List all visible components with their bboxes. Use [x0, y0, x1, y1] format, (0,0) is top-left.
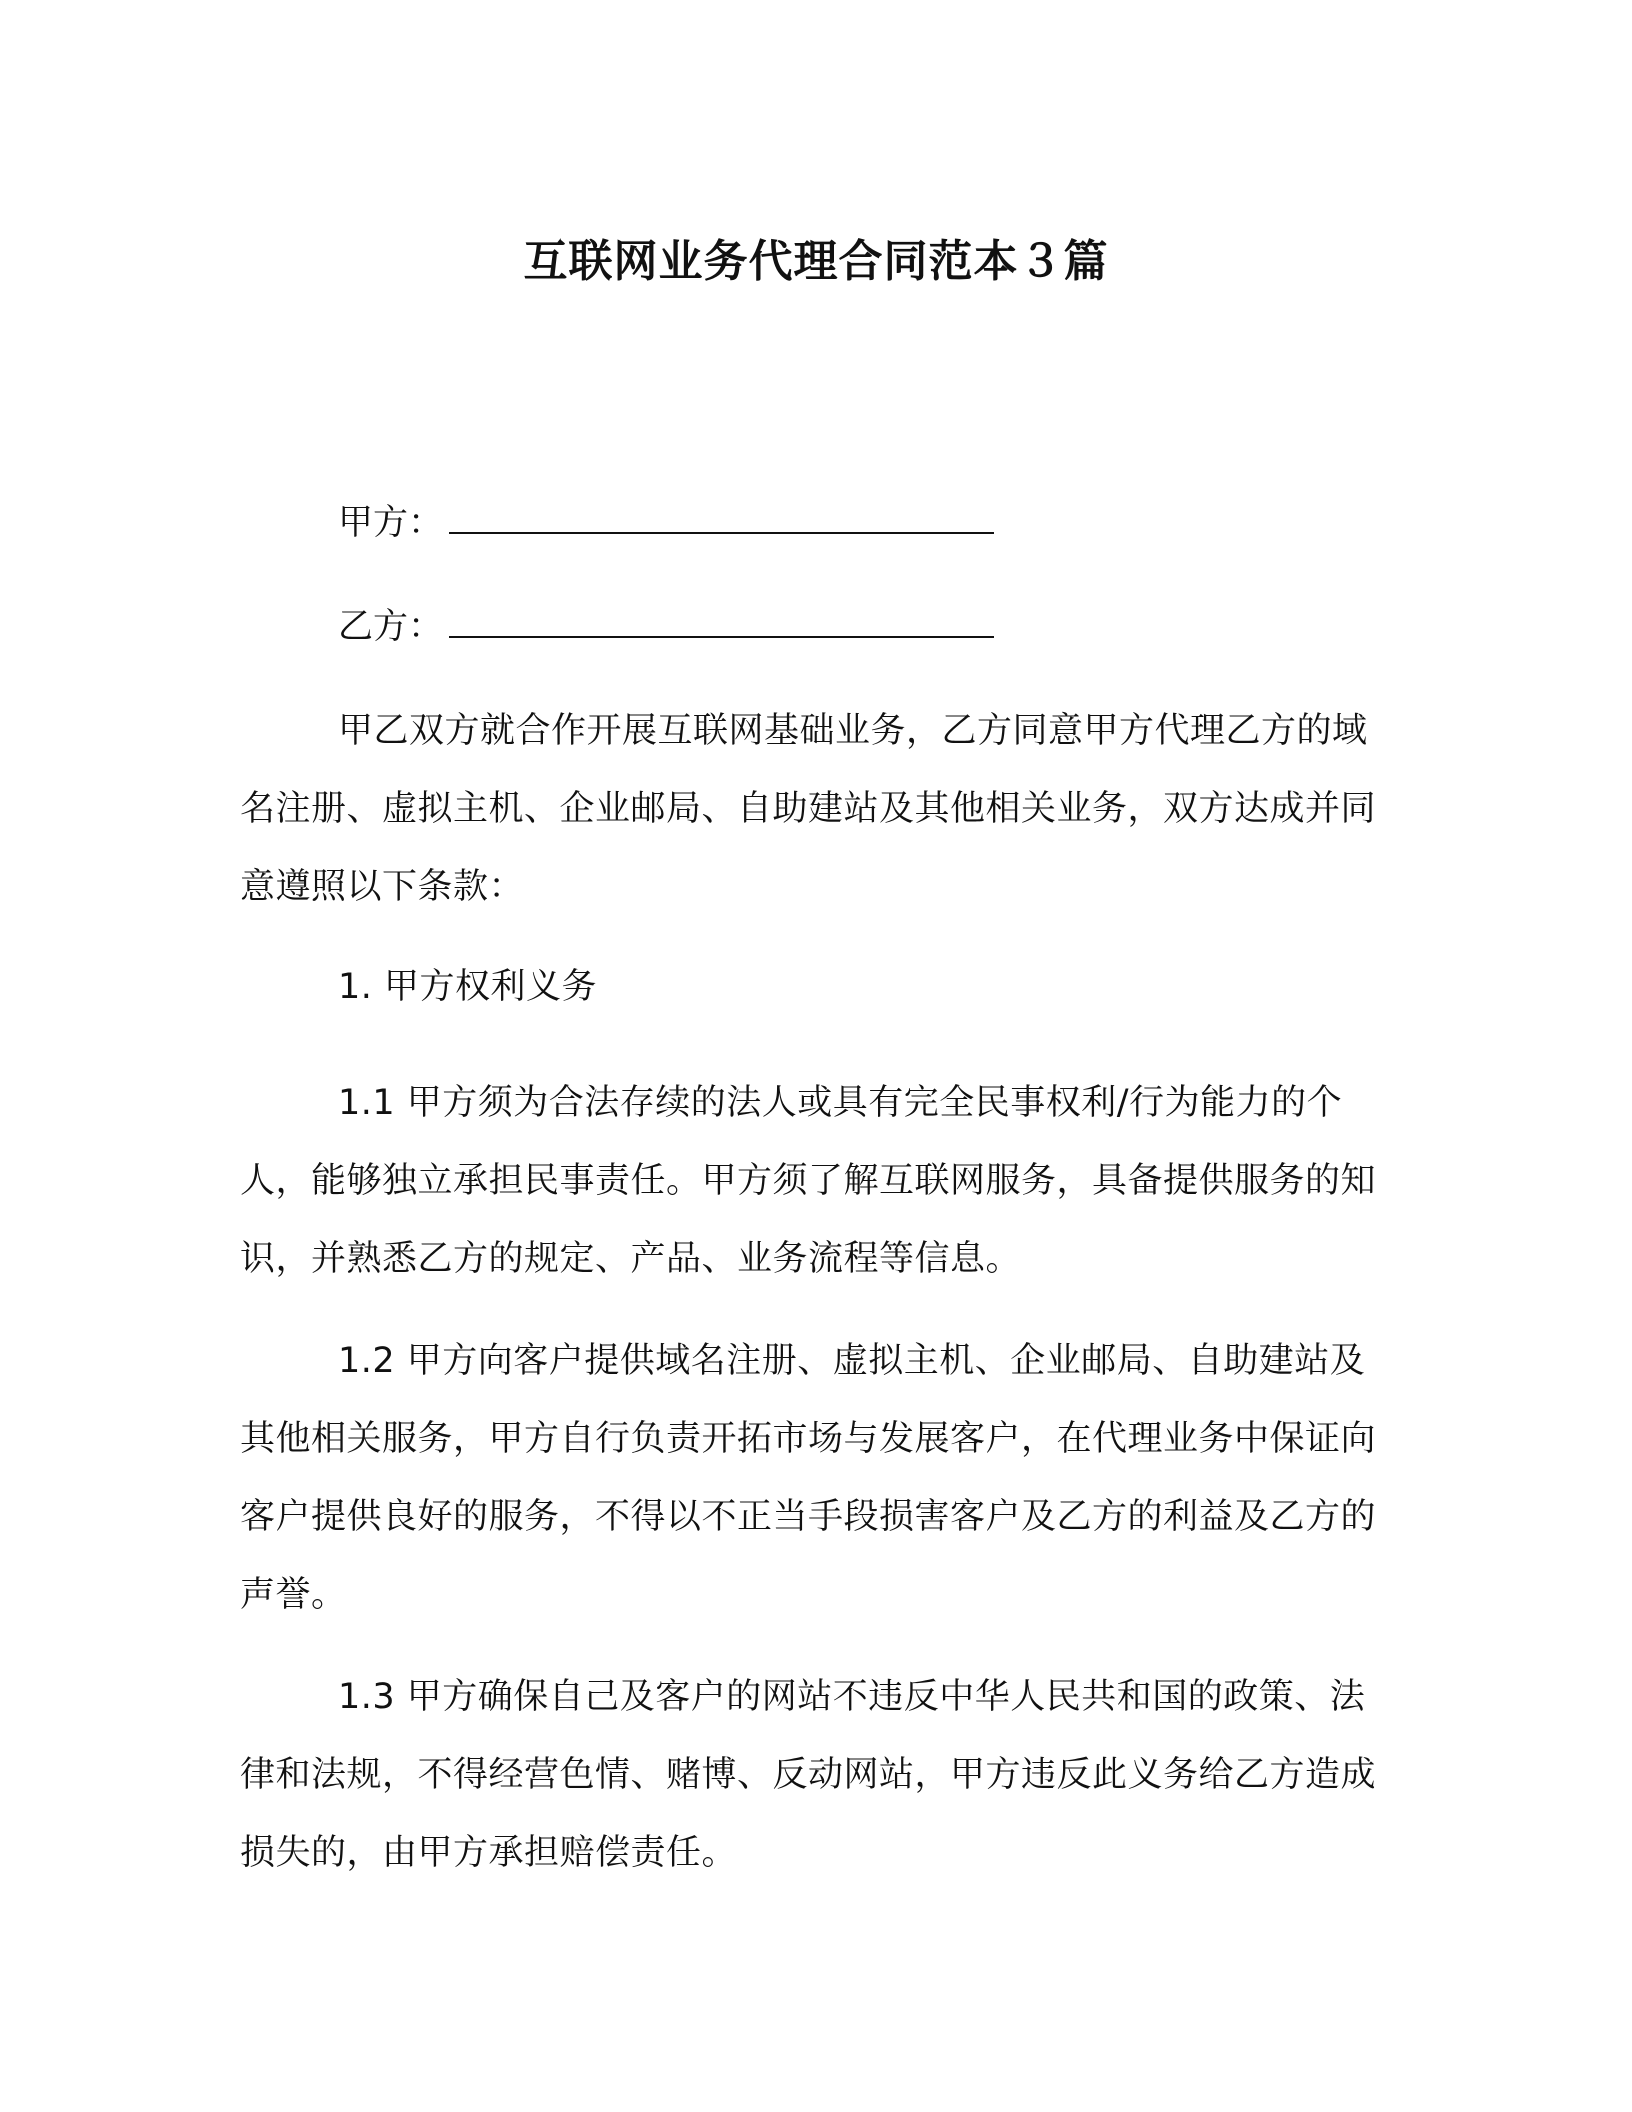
clause-1-2: 1.2 甲方向客户提供域名注册、虚拟主机、企业邮局、自助建站及其他相关服务，甲方自行负责开拓市场与发展客户，在代理业务中保证向客户提供良好的服务，不得以不正当手段损害客户及乙方的利益及乙方的声誉。	[240, 1341, 1377, 1615]
section-heading-1: 1. 甲方权利义务	[338, 967, 598, 1007]
document-title: 互联网业务代理合同范本３篇	[523, 236, 1109, 287]
party-a-label: 甲方：	[338, 503, 444, 543]
clause-1-1: 1.1 甲方须为合法存续的法人或具有完全民事权利/行为能力的个人，能够独立承担民事责任。甲方须了解互联网服务，具备提供服务的知识，并熟悉乙方的规定、产品、业务流程等信息。	[240, 1083, 1377, 1279]
party-b-blank	[449, 602, 994, 638]
clause-1-3: 1.3 甲方确保自己及客户的网站不违反中华人民共和国的政策、法律和法规，不得经营色情、赌博、反动网站，甲方违反此义务给乙方造成损失的，由甲方承担赔偿责任。	[240, 1677, 1377, 1873]
party-b-line	[338, 602, 994, 652]
intro-paragraph: 甲乙双方就合作开展互联网基础业务，乙方同意甲方代理乙方的域名注册、虚拟主机、企业邮局、自助建站及其他相关业务，双方达成并同意遵照以下条款：	[240, 711, 1377, 907]
party-b-label: 乙方：	[338, 607, 444, 647]
party-a-blank	[449, 498, 994, 534]
party-a-line	[338, 498, 994, 548]
